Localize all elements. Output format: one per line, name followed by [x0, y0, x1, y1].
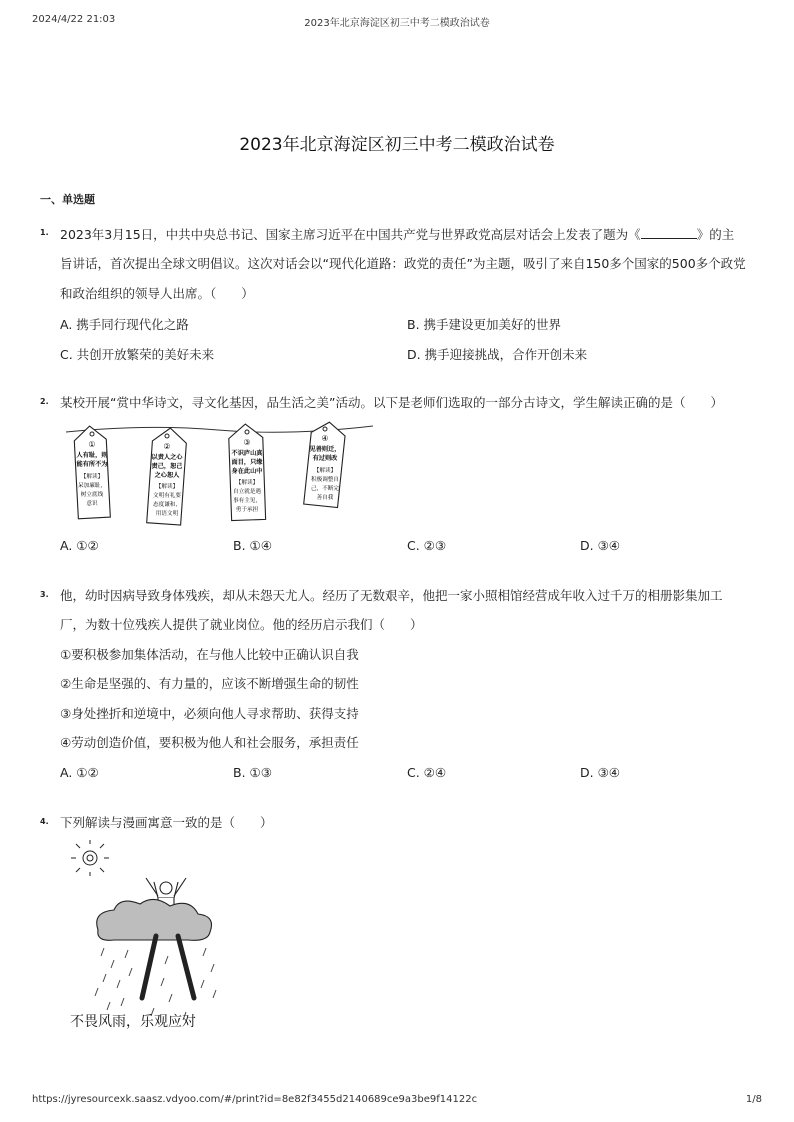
q2-option-b[interactable]: B. ①④ [233, 538, 272, 553]
poem-card-2 [147, 427, 188, 525]
card-3-number: ③ [243, 438, 251, 447]
q1-option-b[interactable]: B. 携手建设更加美好的世界 [407, 317, 562, 332]
card-2-poem-line1: 以责人之心 [151, 454, 183, 461]
card-1-interp-line3: 意识 [86, 501, 98, 507]
card-3-interp-line2: 事有主见， [233, 498, 261, 504]
card-4-interp-line1: 积极调整自 [311, 477, 339, 483]
q1-option-d[interactable]: D. 携手迎接挑战，合作开创未来 [407, 347, 588, 362]
q1-blank [641, 226, 697, 239]
section-heading: 一、单选题 [40, 193, 95, 206]
card-1-number: ① [88, 440, 96, 449]
card-3-poem-line3: 身在此山中 [231, 468, 263, 475]
q1-stem-line3: 和政治组织的领导人出席。（ ） [60, 286, 254, 301]
q4-cartoon [58, 838, 238, 1038]
card-4-number: ④ [321, 434, 329, 443]
poem-card-1 [74, 425, 111, 519]
q2-number: 2. [40, 397, 49, 406]
card-4-poem-line2: 有过则改 [312, 455, 338, 462]
header-doc-title: 2023年北京海淀区初三中考二模政治试卷 [304, 18, 490, 29]
footer-page-number: 1/8 [745, 1094, 762, 1105]
q3-number: 3. [40, 590, 49, 599]
card-3-interp-line3: 勇于承担 [235, 507, 259, 513]
card-1-interp-line1: 呆加廉耻， [78, 483, 106, 489]
card-2-interp-line2: 态度谦和， [153, 502, 181, 508]
sun-icon [71, 840, 109, 876]
q1-stem-part-b: 》的主 [696, 227, 735, 242]
card-3-poem-line2: 面目，只缘 [231, 459, 263, 466]
page-title: 2023年北京海淀区初三中考二模政治试卷 [239, 135, 555, 155]
q1-option-a[interactable]: A. 携手同行现代化之路 [60, 317, 189, 332]
cartoon-caption: 不畏风雨，乐观应对 [70, 1014, 196, 1030]
card-3-interp-line1: 自立就是遇 [233, 489, 261, 495]
poem-card-4 [304, 420, 347, 507]
q3-statement-3: ③身处挫折和逆境中，必须向他人寻求帮助、获得支持 [60, 706, 359, 721]
q1-stem-line2: 旨讲话，首次提出全球文明倡议。这次对话会以“现代化道路：政党的责任”为主题，吸引了来自150多个国家的500多个政党 [60, 256, 746, 271]
q1-stem-line1 [60, 226, 760, 243]
card-2-poem-line3: 之心恕人 [154, 472, 180, 479]
q2-option-a[interactable]: A. ①② [60, 538, 99, 553]
q3-stem-line1: 他，幼时因病导致身体残疾，却从未怨天尤人。经历了无数艰辛，他把一家小照相馆经营成年收入过千万的相册影集加工 [60, 588, 723, 603]
card-2-poem-line2: 责己，恕己 [151, 463, 183, 470]
q2-option-c[interactable]: C. ②③ [407, 538, 447, 553]
header-datetime: 2024/4/22 21:03 [32, 14, 116, 25]
card-1-label: 【解读】 [80, 474, 104, 480]
stilts [142, 936, 194, 998]
q3-option-d[interactable]: D. ③④ [580, 765, 620, 780]
q3-option-c[interactable]: C. ②④ [407, 765, 447, 780]
q2-stem: 某校开展“赏中华诗文，寻文化基因，品生活之美”活动。以下是老师们选取的一部分古诗文，学生解读正确的是（ ） [60, 395, 723, 410]
card-2-label: 【解读】 [155, 484, 179, 490]
poem-card-3 [228, 423, 265, 520]
card-2-interp-line1: 文明有礼要 [153, 493, 181, 499]
storm-cloud [97, 899, 212, 940]
q3-option-a[interactable]: A. ①② [60, 765, 99, 780]
card-4-interp-line3: 善自我 [316, 495, 334, 501]
q1-number: 1. [40, 228, 49, 237]
q1-option-c[interactable]: C. 共创开放繁荣的美好未来 [60, 347, 215, 362]
card-4-interp-line2: 己，不断完 [311, 486, 339, 492]
card-2-number: ② [163, 442, 171, 451]
q1-stem-part-a: 2023年3月15日，中共中央总书记、国家主席习近平在中国共产党与世界政党高层对话会上发表了题为《 [60, 227, 641, 242]
q3-statement-4: ④劳动创造价值，要积极为他人和社会服务，承担责任 [60, 735, 359, 750]
q2-option-d[interactable]: D. ③④ [580, 538, 620, 553]
q3-stem-line2: 厂，为数十位残疾人提供了就业岗位。他的经历启示我们（ ） [60, 617, 423, 632]
q3-option-b[interactable]: B. ①③ [233, 765, 272, 780]
q3-statement-2: ②生命是坚强的、有力量的，应该不断增强生命的韧性 [60, 676, 359, 691]
card-4-label: 【解读】 [313, 468, 337, 474]
card-1-interp-line2: 树立底线 [80, 492, 104, 498]
q2-poem-cards-illustration [58, 418, 388, 530]
footer-url[interactable]: https://jyresourcexk.saasz.vdyoo.com/#/print?id=8e82f3455d2140689ce9a3be9f14122c [32, 1094, 478, 1105]
q3-statement-1: ①要积极参加集体活动，在与他人比较中正确认识自我 [60, 647, 359, 662]
rain-drops [95, 948, 216, 1020]
q4-stem: 下列解读与漫画寓意一致的是（ ） [60, 815, 273, 830]
card-1-poem-line2: 能有所不为 [76, 461, 108, 468]
card-4-poem-line1: 见善则迁， [309, 446, 341, 453]
card-1-poem-line1: 人有耻，则 [76, 452, 108, 459]
card-3-label: 【解读】 [235, 480, 259, 486]
card-2-interp-line3: 用语文明 [155, 511, 179, 517]
card-3-poem-line1: 不识庐山真 [231, 450, 263, 457]
q4-number: 4. [40, 817, 49, 826]
